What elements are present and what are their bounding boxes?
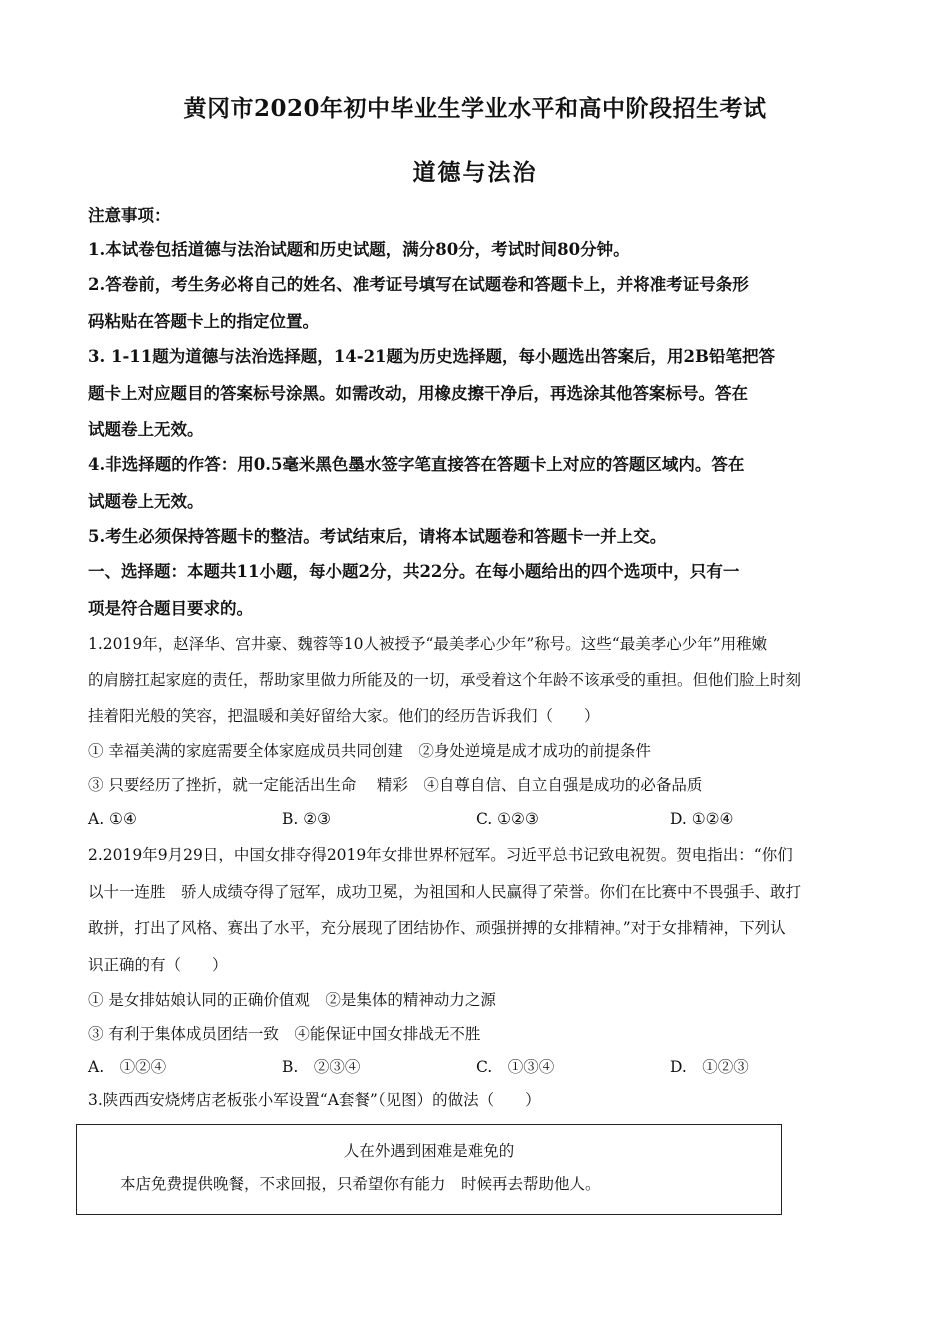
question-2-option-b: B. ②③④ bbox=[282, 1058, 361, 1076]
question-2-option-a: A. ①②④ bbox=[88, 1058, 167, 1076]
notice-line: 1.本试卷包括道德与法治试题和历史试题，满分80分，考试时间80分钟。 bbox=[88, 240, 630, 259]
question-1-text: 1.2019年，赵泽华、宫井豪、魏蓉等10人被授予“最美孝心少年”称号。这些“最美孝心少年”用稚嫩 bbox=[88, 635, 768, 653]
question-2-text: 2.2019年9月29日，中国女排夺得2019年女排世界杯冠军。习近平总书记致电祝贺。贺电指出：“你们 bbox=[88, 846, 793, 864]
notice-line: 2.答卷前，考生务必将自己的姓名、准考证号填写在试题卷和答题卡上，并将准考证号条形 bbox=[88, 275, 749, 294]
question-1-option-a: A. ①④ bbox=[88, 810, 137, 828]
menu-notice-line: 本店免费提供晚餐，不求回报，只希望你有能力 时候再去帮助他人。 bbox=[120, 1175, 601, 1193]
question-2-statement: ③ 有利于集体成员团结一致 ④能保证中国女排战无不胜 bbox=[88, 1025, 481, 1043]
question-2-option-d: D. ①②③ bbox=[670, 1058, 749, 1076]
notice-line: 试题卷上无效。 bbox=[88, 492, 204, 511]
question-2-text: 敢拼，打出了风格、赛出了水平，充分展现了团结协作、顽强拼搏的女排精神。”对于女排精神，下列认 bbox=[88, 919, 786, 937]
question-2-text: 识正确的有（ ） bbox=[88, 956, 228, 974]
menu-notice-line: 人在外遇到困难是难免的 bbox=[343, 1142, 515, 1160]
question-2-option-c: C. ①③④ bbox=[476, 1058, 555, 1076]
notice-line: 3. 1-11题为道德与法治选择题，14-21题为历史选择题，每小题选出答案后，用2B铅笔把答 bbox=[88, 347, 775, 366]
question-1-statement: ① 幸福美满的家庭需要全体家庭成员共同创建 ②身处逆境是成才成功的前提条件 bbox=[88, 742, 651, 760]
menu-notice-box bbox=[76, 1124, 782, 1215]
notice-line: 题卡上对应题目的答案标号涂黑。如需改动，用橡皮擦干净后，再选涂其他答案标号。答在 bbox=[88, 384, 748, 403]
notice-heading: 注意事项： bbox=[88, 206, 171, 225]
question-1-option-c: C. ①②③ bbox=[476, 810, 539, 828]
section-heading: 项是符合题目要求的。 bbox=[88, 599, 253, 618]
question-2-text: 以十一连胜 骄人成绩夺得了冠军，成功卫冕，为祖国和人民赢得了荣誉。你们在比赛中不畏强手、敢打 bbox=[88, 883, 802, 901]
question-1-option-d: D. ①②④ bbox=[670, 810, 734, 828]
question-1-option-b: B. ②③ bbox=[282, 810, 332, 828]
section-heading: 一、选择题：本题共11小题，每小题2分，共22分。在每小题给出的四个选项中，只有一 bbox=[88, 562, 740, 581]
question-1-statement: ③ 只要经历了挫折，就一定能活出生命 精彩 ④自尊自信、自立自强是成功的必备品质 bbox=[88, 776, 703, 794]
notice-line: 码粘贴在答题卡上的指定位置。 bbox=[88, 312, 319, 331]
question-1-text: 的肩膀扛起家庭的责任，帮助家里做力所能及的一切，承受着这个年龄不该承受的重担。但他们脸上时刻 bbox=[88, 671, 802, 689]
exam-title: 黄冈市2020年初中毕业生学业水平和高中阶段招生考试 bbox=[183, 95, 767, 122]
subject-title: 道德与法治 bbox=[412, 159, 538, 186]
notice-line: 5.考生必须保持答题卡的整洁。考试结束后，请将本试题卷和答题卡一并上交。 bbox=[88, 527, 667, 546]
notice-line: 试题卷上无效。 bbox=[88, 420, 204, 439]
question-3-text: 3.陕西西安烧烤店老板张小军设置“A套餐”（见图）的做法（ ） bbox=[88, 1091, 541, 1109]
notice-line: 4.非选择题的作答：用0.5毫米黑色墨水签字笔直接答在答题卡上对应的答题区域内。答在 bbox=[88, 455, 745, 474]
question-1-text: 挂着阳光般的笑容，把温暖和美好留给大家。他们的经历告诉我们（ ） bbox=[88, 707, 600, 725]
question-2-statement: ① 是女排姑娘认同的正确价值观 ②是集体的精神动力之源 bbox=[88, 991, 496, 1009]
